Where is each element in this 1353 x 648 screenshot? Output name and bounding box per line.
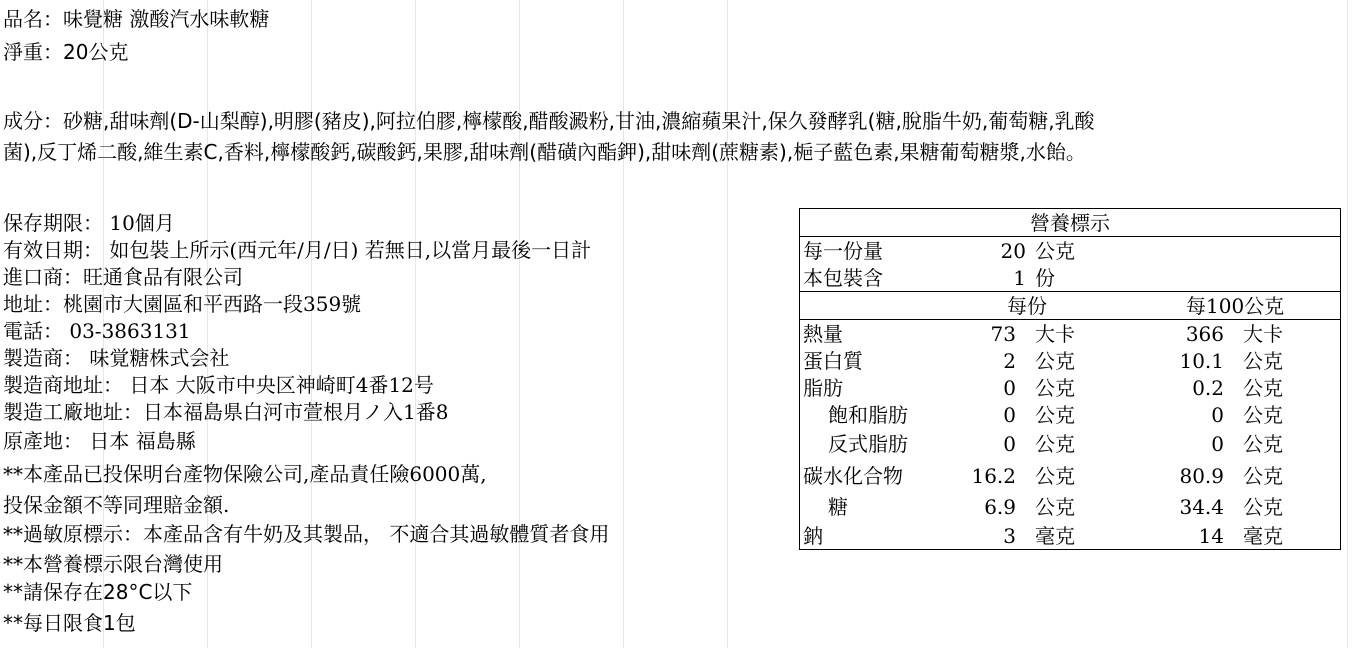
nutrient-name: 反式脂肪	[828, 432, 908, 456]
serving-size-label: 每一份量	[803, 239, 883, 263]
nutrient-unit-per-100g: 毫克	[1243, 524, 1283, 548]
nutrient-value-per-100g: 0	[1211, 432, 1224, 456]
nutrient-value-per-100g: 0.2	[1192, 376, 1224, 400]
nutrient-value-per-100g: 14	[1198, 524, 1224, 548]
ingredients-line-1: 成分：砂糖,甜味劑(D-山梨醇),明膠(豬皮),阿拉伯膠,檸檬酸,醋酸澱粉,甘油,濃縮蘋果汁,保久發酵乳(糖,脫脂牛奶,葡萄糖,乳酸	[3, 109, 1095, 133]
allergen-note: **過敏原標示：本產品含有牛奶及其製品， 不適合其過敏體質者食用	[3, 522, 610, 546]
nutrient-name: 熱量	[803, 322, 843, 346]
nutrient-unit-per-100g: 公克	[1243, 403, 1283, 427]
grid-line	[727, 0, 728, 648]
nutrient-name: 脂肪	[803, 376, 843, 400]
nutrient-name: 碳水化合物	[803, 464, 903, 488]
nutrient-value-per-serving: 73	[990, 322, 1016, 346]
nutrient-name: 糖	[828, 495, 848, 519]
nutrient-unit-per-serving: 公克	[1035, 403, 1075, 427]
product-name: 品名：味覺糖 激酸汽水味軟糖	[3, 7, 270, 31]
nutrient-value-per-serving: 0	[1003, 432, 1016, 456]
nutrient-unit-per-serving: 公克	[1035, 432, 1075, 456]
manufacturer-address: 製造商地址： 日本 大阪市中央区神崎町4番12号	[3, 373, 434, 397]
nutrient-unit-per-serving: 大卡	[1035, 322, 1075, 346]
grid-line	[1347, 0, 1348, 648]
serving-size-unit: 公克	[1035, 239, 1075, 263]
servings-per-package-label: 本包裝含	[803, 266, 883, 290]
daily-limit-note: **每日限食1包	[3, 611, 136, 635]
nutrient-unit-per-serving: 公克	[1035, 376, 1075, 400]
factory-address: 製造工廠地址：日本福島県白河市萱根月ノ入1番8	[3, 400, 449, 424]
nutrient-unit-per-100g: 公克	[1243, 349, 1283, 373]
nutrient-unit-per-100g: 公克	[1243, 432, 1283, 456]
storage-note: **請保存在28°C以下	[3, 580, 193, 604]
nutrient-unit-per-serving: 公克	[1035, 495, 1075, 519]
insurance-note-line-1: **本產品已投保明台產物保險公司,產品責任險6000萬,	[3, 462, 487, 486]
grid-line	[311, 0, 312, 648]
ingredients-line-2: 菌),反丁烯二酸,維生素C,香料,檸檬酸鈣,碳酸鈣,果膠,甜味劑(醋磺內酯鉀),甜味劑(蔗糖素),梔子藍色素,果糖葡萄糖漿,水飴。	[3, 140, 1086, 164]
column-header-per-100g: 每100公克	[1186, 294, 1285, 318]
nutrient-unit-per-100g: 公克	[1243, 495, 1283, 519]
nutrient-value-per-100g: 366	[1185, 322, 1224, 346]
nutrient-unit-per-100g: 公克	[1243, 464, 1283, 488]
nutrition-title: 營養標示	[1030, 211, 1110, 235]
expiry-date: 有效日期： 如包裝上所示(西元年/月/日) 若無日,以當月最後一日計	[3, 238, 592, 262]
net-weight: 淨重：20公克	[3, 40, 129, 64]
grid-line	[519, 0, 520, 648]
insurance-note-line-2: 投保金額不等同理賠金額.	[3, 493, 230, 517]
nutrient-value-per-100g: 80.9	[1179, 464, 1224, 488]
nutrient-unit-per-serving: 公克	[1035, 349, 1075, 373]
manufacturer: 製造商： 味覚糖株式会社	[3, 346, 230, 370]
servings-per-package-value: 1	[1013, 266, 1026, 290]
nutrient-value-per-100g: 10.1	[1179, 349, 1224, 373]
nutrient-unit-per-100g: 公克	[1243, 376, 1283, 400]
nutrient-value-per-serving: 3	[1003, 524, 1016, 548]
shelf-life: 保存期限： 10個月	[3, 211, 175, 235]
nutrition-table	[799, 208, 1341, 550]
nutrient-name: 飽和脂肪	[828, 403, 908, 427]
grid-line	[623, 0, 624, 648]
label-region-note: **本營養標示限台灣使用	[3, 552, 223, 576]
serving-size-value: 20	[1000, 239, 1026, 263]
nutrient-value-per-serving: 16.2	[971, 464, 1016, 488]
nutrient-name: 蛋白質	[803, 349, 863, 373]
nutrient-name: 鈉	[803, 524, 823, 548]
divider	[800, 319, 1340, 320]
nutrient-value-per-serving: 6.9	[984, 495, 1016, 519]
phone: 電話： 03-3863131	[3, 319, 191, 343]
origin: 原產地： 日本 福島縣	[3, 429, 196, 453]
nutrient-value-per-serving: 2	[1003, 349, 1016, 373]
nutrient-unit-per-serving: 公克	[1035, 464, 1075, 488]
importer: 進口商：旺通食品有限公司	[3, 265, 243, 289]
divider	[800, 291, 1340, 292]
nutrient-value-per-serving: 0	[1003, 376, 1016, 400]
nutrient-unit-per-100g: 大卡	[1243, 322, 1283, 346]
grid-line	[415, 0, 416, 648]
nutrient-value-per-serving: 0	[1003, 403, 1016, 427]
nutrient-value-per-100g: 0	[1211, 403, 1224, 427]
nutrient-value-per-100g: 34.4	[1179, 495, 1224, 519]
address: 地址：桃園市大園區和平西路一段359號	[3, 292, 362, 316]
column-header-per-serving: 每份	[1007, 294, 1047, 318]
servings-per-package-unit: 份	[1035, 266, 1055, 290]
divider	[800, 236, 1340, 237]
nutrient-unit-per-serving: 毫克	[1035, 524, 1075, 548]
